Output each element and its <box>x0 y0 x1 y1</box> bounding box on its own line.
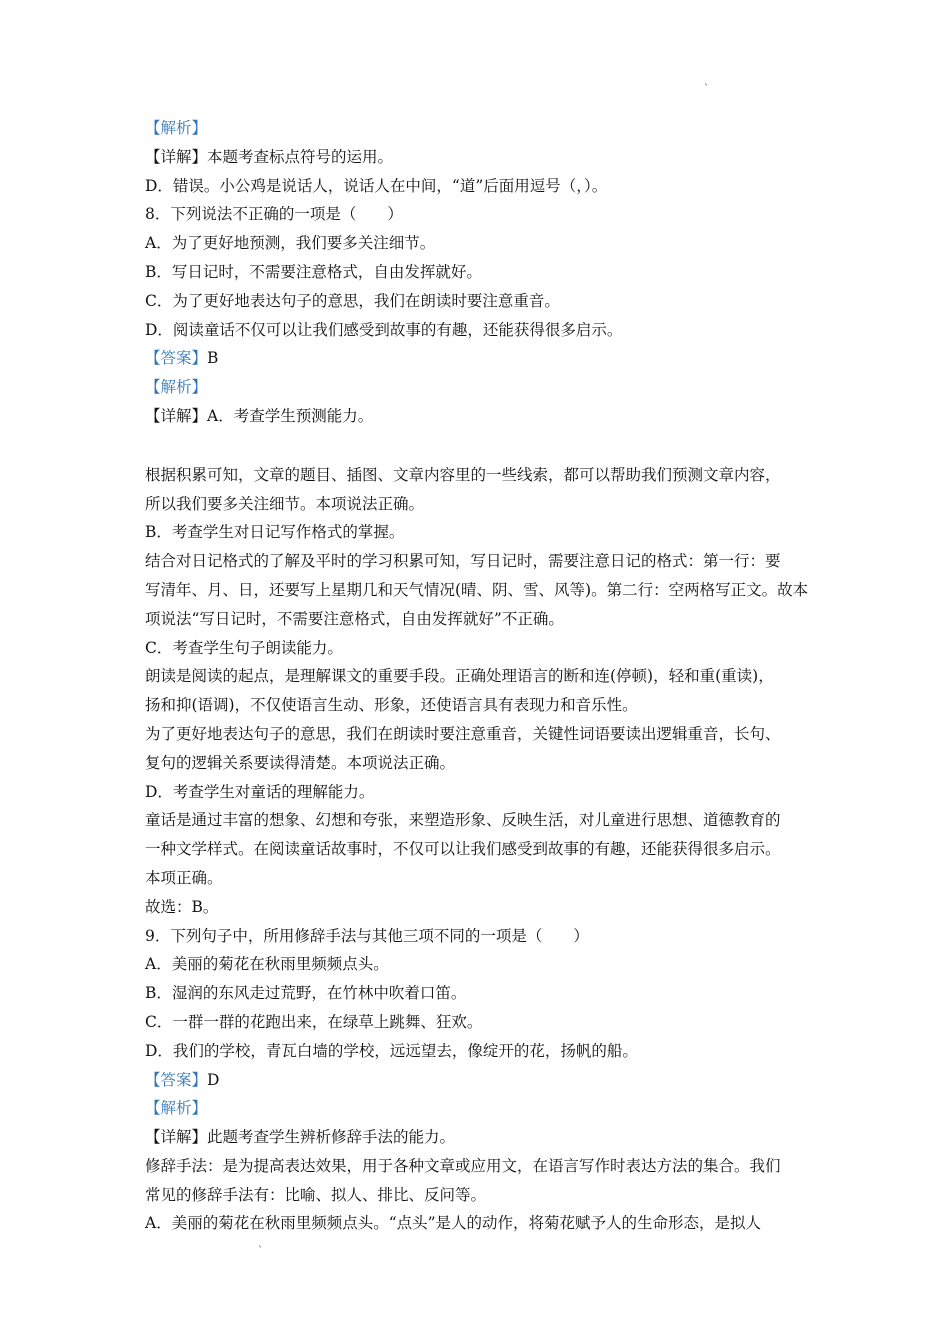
q8-explanation-line: 朗读是阅读的起点，是理解课文的重要手段。正确处理语言的断和连(停顿)，轻和重(重读)， <box>145 667 774 686</box>
q8-explanation-line: D．考查学生对童话的理解能力。 <box>145 782 375 801</box>
q8-option-d: D．阅读童话不仅可以让我们感受到故事的有趣，还能获得很多启示。 <box>145 320 623 339</box>
q8-conclusion: 故选：B。 <box>145 897 219 916</box>
analysis-tag: 【解析】 <box>145 378 208 397</box>
q9-option-a: A．美丽的菊花在秋雨里频频点头。 <box>145 955 389 974</box>
q9-option-b: B．湿润的东风走过荒野，在竹林中吹着口笛。 <box>145 984 467 1003</box>
q9-answer <box>145 1066 815 1095</box>
analysis-heading <box>145 114 815 143</box>
option-d-explanation: D．错误。小公鸡是说话人，说话人在中间，“道”后面用逗号（，）。 <box>145 176 608 195</box>
q8-detail-line <box>145 402 815 431</box>
q8-answer <box>145 344 815 373</box>
analysis-tag: 【解析】 <box>145 119 208 137</box>
q9-detail-line <box>145 1123 815 1152</box>
q8-option-c: C．为了更好地表达句子的意思，我们在朗读时要注意重音。 <box>145 291 560 310</box>
question-9-stem: 9．下列句子中，所用修辞手法与其他三项不同的一项是（ ） <box>145 926 589 945</box>
question-8-stem: 8．下列说法不正确的一项是（ ） <box>145 205 403 224</box>
q8-explanation-line: 复句的逻辑关系要读得清楚。本项说法正确。 <box>145 753 456 772</box>
q9-analysis-heading <box>145 1094 815 1123</box>
q8-explanation-line: C．考查学生句子朗读能力。 <box>145 638 343 657</box>
q8-explanation-line: 所以我们要多关注细节。本项说法正确。 <box>145 494 425 513</box>
detail-tag: 【详解】 <box>145 406 208 425</box>
spacer <box>145 431 815 461</box>
q8-option-b: B．写日记时，不需要注意格式，自由发挥就好。 <box>145 262 482 281</box>
document-body <box>145 114 815 1238</box>
q8-explanation-line: 童话是通过丰富的想象、幻想和夸张，来塑造形象、反映生活，对儿童进行思想、道德教育的 <box>145 811 781 830</box>
q8-explanation-line: 写清年、月、日，还要写上星期几和天气情况(晴、阴、雪、风等)。第二行：空两格写正文。故本 <box>145 580 809 599</box>
q8-option-a: A．为了更好地预测，我们要多关注细节。 <box>145 234 436 253</box>
q8-explanation-line: 项说法“写日记时，不需要注意格式，自由发挥就好”不正确。 <box>145 609 564 628</box>
q8-explanation-line: 为了更好地表达句子的意思，我们在朗读时要注意重音，关键性词语要读出逻辑重音，长句、 <box>145 724 781 743</box>
q9-explanation-line: 修辞手法：是为提高表达效果，用于各种文章或应用文，在语言写作时表达方法的集合。我们 <box>145 1156 781 1175</box>
q8-explanation-line: 扬和抑(语调)，不仅使语言生动、形象，还使语言具有表现力和音乐性。 <box>145 696 638 715</box>
q9-explanation-line: A．美丽的菊花在秋雨里频频点头。“点头”是人的动作，将菊花赋予人的生命形态，是拟人 <box>145 1214 762 1233</box>
answer-value: B <box>207 349 219 368</box>
detail-tag: 【详解】 <box>145 1128 208 1147</box>
detail-text: A．考查学生预测能力。 <box>207 406 374 425</box>
answer-value: D <box>207 1070 220 1089</box>
detail-line <box>145 143 815 172</box>
q8-explanation-line: 结合对日记格式的了解及平时的学习积累可知，写日记时，需要注意日记的格式：第一行：要 <box>145 552 781 571</box>
footer-mark: ` <box>258 1246 263 1257</box>
q8-explanation-line: 本项正确。 <box>145 868 223 887</box>
detail-text: 本题考查标点符号的运用。 <box>207 147 394 166</box>
q8-explanation-line: B．考查学生对日记写作格式的掌握。 <box>145 523 405 542</box>
q8-explanation-line: 根据积累可知，文章的题目、插图、文章内容里的一些线索，都可以帮助我们预测文章内容， <box>145 465 781 484</box>
q8-explanation-line: 一种文学样式。在阅读童话故事时，不仅可以让我们感受到故事的有趣，还能获得很多启示。 <box>145 840 781 859</box>
detail-text: 此题考查学生辨析修辞手法的能力。 <box>207 1128 456 1147</box>
analysis-tag: 【解析】 <box>145 1099 208 1118</box>
q8-analysis-heading <box>145 373 815 402</box>
header-mark: ` <box>704 84 709 95</box>
detail-tag: 【详解】 <box>145 147 208 166</box>
q9-explanation-line: 常见的修辞手法有：比喻、拟人、排比、反问等。 <box>145 1185 487 1204</box>
answer-tag: 【答案】 <box>145 349 208 368</box>
answer-tag: 【答案】 <box>145 1070 208 1089</box>
q9-option-d: D．我们的学校，青瓦白墙的学校，远远望去，像绽开的花，扬帆的船。 <box>145 1041 638 1060</box>
q9-option-c: C．一群一群的花跑出来，在绿草上跳舞、狂欢。 <box>145 1012 483 1031</box>
